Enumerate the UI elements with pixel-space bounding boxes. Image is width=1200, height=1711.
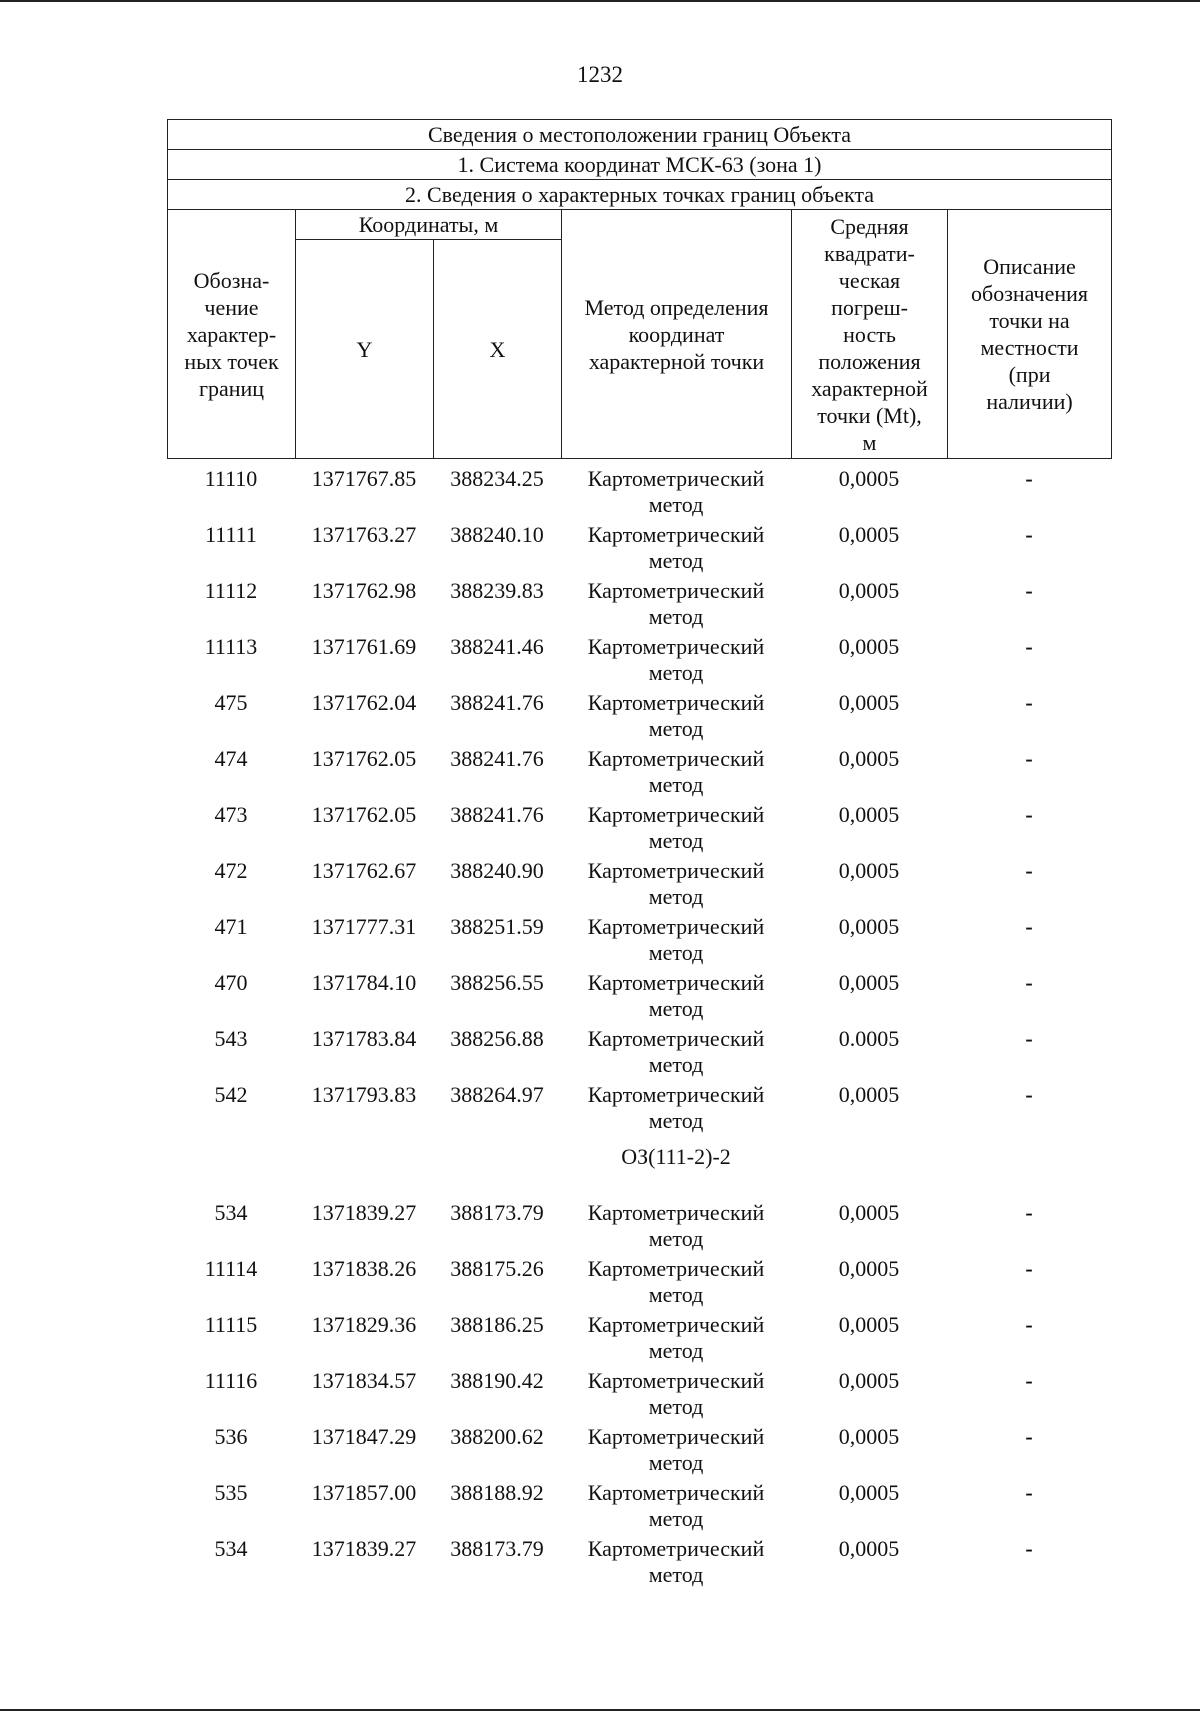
method-cell [561, 522, 791, 574]
header-point-designation: Обозна- чение характер- ных точек границ [168, 210, 296, 459]
description-cell: - [1025, 746, 1033, 771]
table-row [167, 522, 1111, 578]
y-coordinate-cell: 1371767.85 [311, 466, 417, 491]
point-cell: 11110 [204, 466, 258, 491]
mt-cell: 0,0005 [838, 746, 900, 771]
description-cell: - [1025, 1026, 1033, 1051]
x-coordinate-cell: 388241.46 [450, 634, 544, 659]
table-row [167, 1256, 1111, 1312]
method-line: метод [648, 1562, 704, 1587]
description-cell: - [1025, 970, 1033, 995]
mt-cell: 0,0005 [838, 802, 900, 827]
method-cell [561, 578, 791, 630]
method-cell [561, 1312, 791, 1364]
point-cell: 471 [214, 914, 248, 939]
x-coordinate-cell: 388173.79 [450, 1536, 544, 1561]
method-line: метод [648, 1450, 704, 1475]
method-line: Картометрический [587, 970, 765, 995]
method-cell [561, 690, 791, 742]
table-row [167, 1424, 1111, 1480]
method-line: метод [648, 1282, 704, 1307]
method-cell [561, 466, 791, 518]
x-coordinate-cell: 388234.25 [450, 466, 544, 491]
method-line: Картометрический [587, 1424, 765, 1449]
table-row [167, 1368, 1111, 1424]
point-cell: 475 [214, 690, 248, 715]
method-cell [561, 746, 791, 798]
method-cell [561, 1200, 791, 1252]
description-cell: - [1025, 1424, 1033, 1449]
method-line: метод [648, 884, 704, 909]
y-coordinate-cell: 1371829.36 [311, 1312, 417, 1337]
point-cell: 470 [214, 970, 248, 995]
x-coordinate-cell: 388188.92 [450, 1480, 544, 1505]
point-cell: 11115 [204, 1312, 258, 1337]
point-cell: 536 [214, 1424, 248, 1449]
header-y: Y [296, 240, 434, 459]
method-line: метод [648, 1394, 704, 1419]
method-line: Картометрический [587, 1480, 765, 1505]
mt-cell: 0,0005 [838, 466, 900, 491]
x-coordinate-cell: 388200.62 [450, 1424, 544, 1449]
method-line: метод [648, 828, 704, 853]
method-line: Картометрический [587, 1536, 765, 1561]
page-number: 1232 [577, 62, 623, 87]
method-cell [561, 1256, 791, 1308]
table-row [167, 746, 1111, 802]
table-row [167, 1082, 1111, 1138]
method-line: Картометрический [587, 802, 765, 827]
method-line: Картометрический [587, 1256, 765, 1281]
method-line: Картометрический [587, 914, 765, 939]
banner-object-boundaries: Сведения о местоположении границ Объекта [168, 120, 1112, 150]
point-cell: 11111 [205, 522, 257, 547]
method-line: метод [648, 492, 704, 517]
table-row [167, 1026, 1111, 1082]
mt-cell: 0,0005 [838, 1424, 900, 1449]
method-line: метод [648, 1506, 704, 1531]
x-coordinate-cell: 388190.42 [450, 1368, 544, 1393]
header-description: Описание обозначения точки на местности (при наличии) [948, 210, 1112, 459]
mt-cell: 0,0005 [838, 1256, 900, 1281]
page-top-edge [0, 0, 1200, 2]
y-coordinate-cell: 1371762.05 [311, 802, 417, 827]
description-cell: - [1025, 1368, 1033, 1393]
method-line: метод [648, 548, 704, 573]
point-cell: 472 [214, 858, 248, 883]
table-row [167, 690, 1111, 746]
header-rms-error: Средняя квадрати- ческая погреш- ность положения характерной точки (Mt), м [792, 210, 948, 459]
y-coordinate-cell: 1371762.98 [311, 578, 417, 603]
x-coordinate-cell: 388251.59 [450, 914, 544, 939]
method-cell [561, 1480, 791, 1532]
method-line: Картометрический [587, 1368, 765, 1393]
method-line: метод [648, 1052, 704, 1077]
description-cell: - [1025, 690, 1033, 715]
table-row [167, 578, 1111, 634]
table-row [167, 1312, 1111, 1368]
x-coordinate-cell: 388239.83 [450, 578, 544, 603]
mt-cell: 0,0005 [838, 1368, 900, 1393]
description-cell: - [1025, 634, 1033, 659]
method-line: Картометрический [587, 690, 765, 715]
description-cell: - [1025, 1480, 1033, 1505]
point-cell: 534 [214, 1536, 248, 1561]
y-coordinate-cell: 1371834.57 [311, 1368, 417, 1393]
method-line: метод [648, 1108, 704, 1133]
group-label-row [167, 1138, 1111, 1200]
header-x: X [434, 240, 562, 459]
method-line: Картометрический [587, 1312, 765, 1337]
x-coordinate-cell: 388241.76 [450, 802, 544, 827]
mt-cell: 0,0005 [838, 1480, 900, 1505]
points-group-2 [167, 1200, 1111, 1592]
method-line: Картометрический [587, 1026, 765, 1051]
method-line: метод [648, 660, 704, 685]
point-cell: 11116 [204, 1368, 258, 1393]
mt-cell: 0,0005 [838, 522, 900, 547]
mt-cell: 0,0005 [838, 970, 900, 995]
table-row [167, 1480, 1111, 1536]
header-method: Метод определения координат характерной точки [562, 210, 792, 459]
method-cell [561, 1424, 791, 1476]
method-line: метод [648, 996, 704, 1021]
method-line: Картометрический [587, 746, 765, 771]
table-row [167, 1200, 1111, 1256]
y-coordinate-cell: 1371793.83 [311, 1082, 417, 1107]
method-line: Картометрический [587, 522, 765, 547]
group-label: ОЗ(111-2)-2 [621, 1144, 731, 1169]
method-cell [561, 634, 791, 686]
y-coordinate-cell: 1371847.29 [311, 1424, 417, 1449]
point-cell: 473 [214, 802, 248, 827]
table-row [167, 858, 1111, 914]
points-group-1 [167, 466, 1111, 1138]
y-coordinate-cell: 1371777.31 [311, 914, 417, 939]
mt-cell: 0,0005 [838, 1536, 900, 1561]
description-cell: - [1025, 1200, 1033, 1225]
point-cell: 543 [214, 1026, 248, 1051]
method-cell [561, 914, 791, 966]
table-row [167, 466, 1111, 522]
y-coordinate-cell: 1371762.67 [311, 858, 417, 883]
y-coordinate-cell: 1371839.27 [311, 1200, 417, 1225]
method-line: Картометрический [587, 858, 765, 883]
x-coordinate-cell: 388256.88 [450, 1026, 544, 1051]
method-cell [561, 1082, 791, 1134]
y-coordinate-cell: 1371761.69 [311, 634, 417, 659]
mt-cell: 0,0005 [838, 1200, 900, 1225]
mt-cell: 0,0005 [838, 1312, 900, 1337]
method-cell [561, 858, 791, 910]
mt-cell: 0,0005 [838, 578, 900, 603]
method-cell [561, 1536, 791, 1588]
method-line: метод [648, 716, 704, 741]
table-row [167, 914, 1111, 970]
x-coordinate-cell: 388186.25 [450, 1312, 544, 1337]
description-cell: - [1025, 858, 1033, 883]
method-cell [561, 802, 791, 854]
point-cell: 534 [214, 1200, 248, 1225]
x-coordinate-cell: 388240.10 [450, 522, 544, 547]
y-coordinate-cell: 1371763.27 [311, 522, 417, 547]
y-coordinate-cell: 1371838.26 [311, 1256, 417, 1281]
boundary-points-list [167, 466, 1111, 1592]
mt-cell: 0,0005 [838, 634, 900, 659]
header-coordinates: Координаты, м [296, 210, 562, 240]
table-row [167, 802, 1111, 858]
x-coordinate-cell: 388241.76 [450, 746, 544, 771]
mt-cell: 0,0005 [838, 1082, 900, 1107]
table-row [167, 634, 1111, 690]
method-line: метод [648, 1338, 704, 1363]
method-line: метод [648, 1226, 704, 1251]
description-cell: - [1025, 1082, 1033, 1107]
boundary-header-table [167, 119, 1112, 459]
description-cell: - [1025, 1256, 1033, 1281]
point-cell: 11112 [204, 578, 258, 603]
method-line: метод [648, 772, 704, 797]
x-coordinate-cell: 388240.90 [450, 858, 544, 883]
method-line: Картометрический [587, 578, 765, 603]
method-cell [561, 1368, 791, 1420]
x-coordinate-cell: 388264.97 [450, 1082, 544, 1107]
method-cell [561, 1026, 791, 1078]
description-cell: - [1025, 914, 1033, 939]
point-cell: 474 [214, 746, 248, 771]
banner-coordinate-system: 1. Система координат МСК-63 (зона 1) [168, 150, 1112, 180]
method-line: метод [648, 604, 704, 629]
method-line: метод [648, 940, 704, 965]
description-cell: - [1025, 802, 1033, 827]
x-coordinate-cell: 388175.26 [450, 1256, 544, 1281]
method-line: Картометрический [587, 634, 765, 659]
point-cell: 11113 [204, 634, 258, 659]
y-coordinate-cell: 1371857.00 [311, 1480, 417, 1505]
description-cell: - [1025, 1312, 1033, 1337]
description-cell: - [1025, 466, 1033, 491]
mt-cell: 0.0005 [838, 1026, 900, 1051]
method-line: Картометрический [587, 1200, 765, 1225]
x-coordinate-cell: 388173.79 [450, 1200, 544, 1225]
x-coordinate-cell: 388256.55 [450, 970, 544, 995]
method-line: Картометрический [587, 1082, 765, 1107]
method-cell [561, 970, 791, 1022]
y-coordinate-cell: 1371783.84 [311, 1026, 417, 1051]
mt-cell: 0,0005 [838, 858, 900, 883]
description-cell: - [1025, 1536, 1033, 1561]
y-coordinate-cell: 1371784.10 [311, 970, 417, 995]
y-coordinate-cell: 1371762.04 [311, 690, 417, 715]
table-row [167, 1536, 1111, 1592]
method-line: Картометрический [587, 466, 765, 491]
x-coordinate-cell: 388241.76 [450, 690, 544, 715]
y-coordinate-cell: 1371762.05 [311, 746, 417, 771]
mt-cell: 0,0005 [838, 914, 900, 939]
point-cell: 542 [214, 1082, 248, 1107]
point-cell: 535 [214, 1480, 248, 1505]
table-row [167, 970, 1111, 1026]
description-cell: - [1025, 578, 1033, 603]
y-coordinate-cell: 1371839.27 [311, 1536, 417, 1561]
banner-characteristic-points: 2. Сведения о характерных точках границ объекта [168, 180, 1112, 210]
description-cell: - [1025, 522, 1033, 547]
point-cell: 11114 [204, 1256, 258, 1281]
mt-cell: 0,0005 [838, 690, 900, 715]
